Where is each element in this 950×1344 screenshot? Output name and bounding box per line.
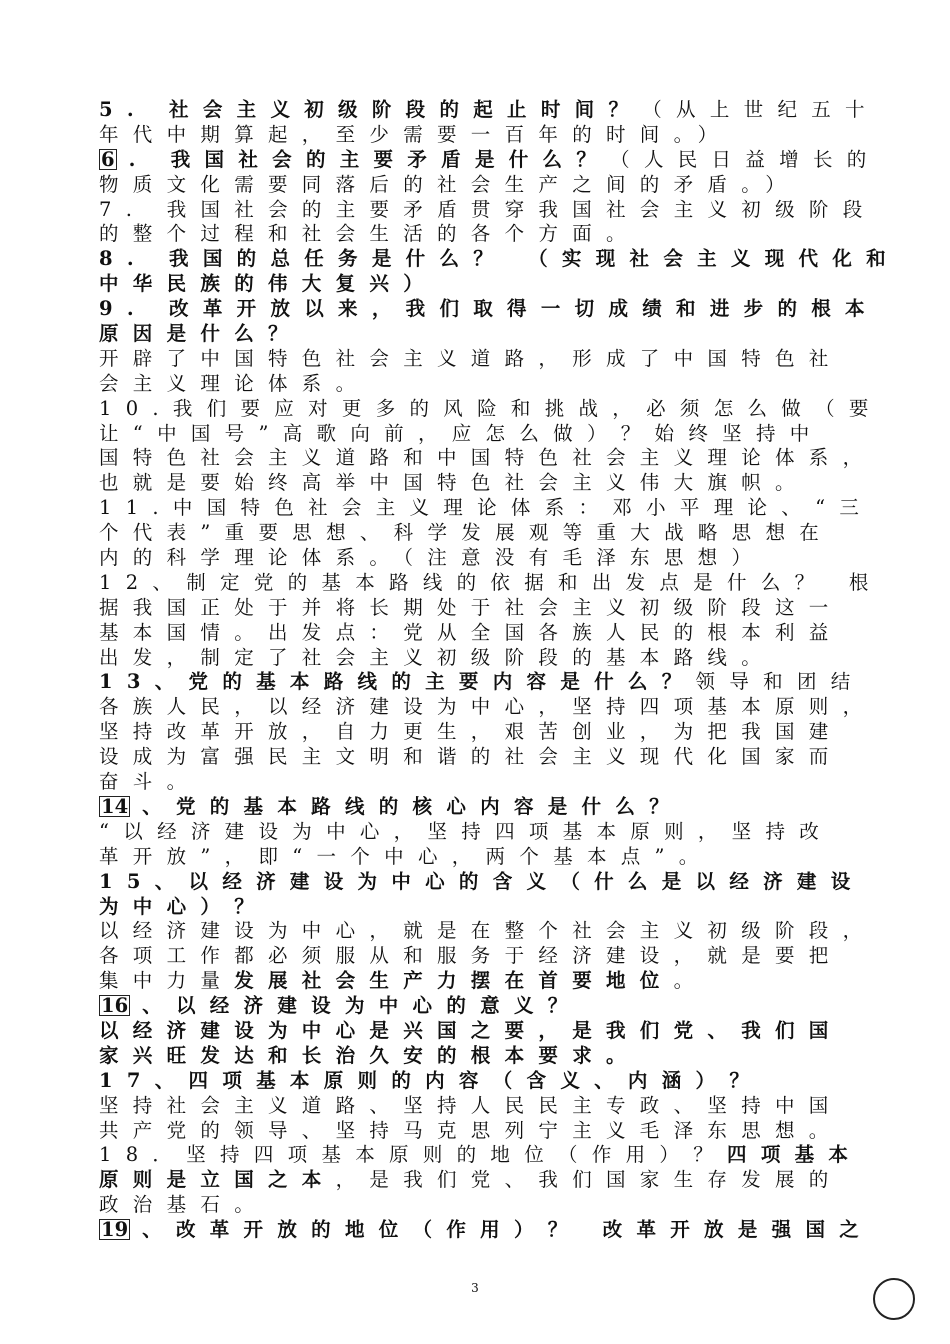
text-segment: ，是我们党、我们国家生存发展的 <box>335 1168 843 1192</box>
document-body <box>99 98 900 1243</box>
bold-text-segment: 原则是立国之本 <box>99 1168 336 1192</box>
text-line <box>99 98 879 123</box>
boxed-question-number: 16 <box>101 994 129 1018</box>
text-line <box>99 994 869 1019</box>
bold-text-segment: 8. 我国的总任务是什么？ （实现社会主义现代化和 <box>99 247 900 271</box>
text-segment: 内的科学理论体系。（注意没有毛泽东思想） <box>99 546 766 570</box>
text-line <box>99 646 869 671</box>
bold-text-segment: 5. 社会主义初级阶段的起止时间？ <box>99 98 643 121</box>
text-line <box>99 471 869 496</box>
text-line <box>99 870 869 895</box>
text-line <box>99 1044 869 1069</box>
text-segment: 让“中国号”高歌向前，应怎么做）？始终坚持中 <box>99 421 824 445</box>
text-line <box>99 297 879 322</box>
text-segment: 个代表”重要思想、科学发展观等重大战略思想在 <box>99 521 834 545</box>
text-segment: 18．坚持四项基本原则的地位（作用）？ <box>99 1143 728 1167</box>
text-segment: “以经济建设为中心，坚持四项基本原则，坚持改 <box>99 819 834 843</box>
text-line <box>99 770 869 795</box>
bold-text-segment: 17、四项基本原则的内容（含义、内涵）？ <box>99 1068 764 1092</box>
text-segment: 年代中期算起，至少需要一百年的时间。） <box>99 122 732 146</box>
text-segment: 。 <box>673 969 708 993</box>
text-line <box>99 322 869 347</box>
bold-text-segment: 发展社会生产力摆在首要地位 <box>234 969 674 993</box>
bold-text-segment: 9. 改革开放以来，我们取得一切成绩和进步的根本 <box>99 297 879 321</box>
bold-text-segment: 家兴旺发达和长治久安的根本要求。 <box>99 1043 640 1067</box>
text-line <box>99 247 900 272</box>
text-segment: 11.中国特色社会主义理论体系：邓小平理论、“三 <box>99 496 874 520</box>
text-segment: 7. 我国社会的主要矛盾贯穿我国社会主义初级阶段 <box>99 197 877 221</box>
text-segment: 奋斗。 <box>99 770 201 794</box>
text-line <box>99 570 883 596</box>
bold-text-segment: 原因是什么？ <box>99 322 302 346</box>
text-line <box>99 173 869 198</box>
text-line <box>99 1019 869 1044</box>
boxed-question-number: 19 <box>101 1218 129 1242</box>
text-segment: 开辟了中国特色社会主义道路，形成了中国特色社 <box>99 346 843 370</box>
bold-text-segment: 、改革开放的地位（作用）？ <box>142 1218 603 1242</box>
text-segment: 以经济建设为中心，就是在整个社会主义初级阶段， <box>99 919 877 943</box>
text-line <box>99 1218 874 1243</box>
text-segment: 集中力量 <box>99 969 235 993</box>
text-segment: 基本国情。出发点：党从全国各族人民的根本利益 <box>99 620 843 644</box>
text-segment: 共产党的领导、坚持马克思列宁主义毛泽东思想。 <box>99 1118 843 1142</box>
text-line <box>99 919 877 944</box>
corner-circle-mark <box>873 1278 915 1320</box>
text-segment: 的整个过程和社会生活的各个方面。 <box>99 222 640 246</box>
text-line <box>99 396 883 422</box>
text-line <box>99 745 869 770</box>
text-line <box>99 272 869 297</box>
text-line <box>99 944 869 969</box>
bold-text-segment: . 我国社会的主要矛盾是什么？ <box>128 147 611 171</box>
text-segment: 坚持社会主义道路、坚持人民民主专政、坚持中国 <box>99 1093 843 1117</box>
text-line <box>99 123 869 148</box>
text-segment: （人民日益增长的 <box>610 147 881 171</box>
text-line <box>99 1143 869 1168</box>
page-number: 3 <box>471 1281 479 1295</box>
boxed-question-number: 14 <box>101 794 129 818</box>
text-segment: 会主义理论体系。 <box>99 371 370 395</box>
text-line <box>99 670 869 695</box>
bold-text-segment: 为中心）？ <box>99 894 269 918</box>
text-segment: 据我国正处于并将长期处于社会主义初级阶段这一 <box>99 595 843 619</box>
text-line <box>99 895 869 920</box>
bold-text-segment: 改革开放是强国之 <box>602 1218 874 1242</box>
text-line <box>99 496 874 521</box>
text-segment: 坚持改革开放，自力更生，艰苦创业，为把我国建 <box>99 720 843 744</box>
text-line <box>99 147 881 173</box>
text-line <box>99 1094 869 1119</box>
text-segment: 也就是要始终高举中国特色社会主义伟大旗帜。 <box>99 471 809 495</box>
text-segment: 国特色社会主义道路和中国特色社会主义理论体系， <box>99 446 877 470</box>
text-line <box>99 1069 869 1094</box>
text-line <box>99 1119 869 1144</box>
bold-text-segment: 、以经济建设为中心的意义？ <box>142 994 582 1018</box>
text-line <box>99 222 869 247</box>
text-segment: 物质文化需要同落后的社会生产之间的矛盾。） <box>99 172 800 196</box>
text-segment: 政治基石。 <box>99 1193 269 1217</box>
text-line <box>99 596 869 621</box>
bold-text-segment: 四项基本 <box>727 1143 863 1167</box>
text-segment: （从上世纪五十 <box>642 98 879 121</box>
text-line <box>99 720 869 745</box>
text-segment: 各族人民，以经济建设为中心，坚持四项基本原则， <box>99 695 877 719</box>
text-line <box>99 695 877 720</box>
text-line <box>99 422 869 447</box>
text-line <box>99 1193 869 1218</box>
text-line <box>99 546 869 571</box>
text-line <box>99 1168 869 1193</box>
text-line <box>99 820 869 845</box>
boxed-question-number: 6 <box>101 147 115 171</box>
text-segment: 领导和团结 <box>695 670 865 694</box>
text-line <box>99 372 869 397</box>
text-line <box>99 845 869 870</box>
text-line <box>99 347 869 372</box>
text-segment: 12、制定党的基本路线的依据和出发点是什么？ 根 <box>99 570 883 594</box>
text-segment: 出发，制定了社会主义初级阶段的基本路线。 <box>99 645 776 669</box>
text-line <box>99 197 877 223</box>
text-line <box>99 621 869 646</box>
bold-text-segment: 、党的基本路线的核心内容是什么？ <box>142 794 683 818</box>
text-line <box>99 969 869 994</box>
text-line <box>99 446 877 471</box>
text-line <box>99 521 869 546</box>
bold-text-segment: 13、党的基本路线的主要内容是什么？ <box>99 670 696 694</box>
bold-text-segment: 中华民族的伟大复兴） <box>99 272 438 296</box>
text-segment: 设成为富强民主文明和谐的社会主义现代化国家而 <box>99 745 843 769</box>
text-line <box>99 795 869 820</box>
text-segment: 革开放”，即“一个中心，两个基本点”。 <box>99 844 713 868</box>
text-segment: 各项工作都必须服从和服务于经济建设，就是要把 <box>99 944 843 968</box>
text-segment: 10.我们要应对更多的风险和挑战，必须怎么做（要 <box>99 396 883 420</box>
bold-text-segment: 以经济建设为中心是兴国之要，是我们党、我们国 <box>99 1018 843 1042</box>
bold-text-segment: 15、以经济建设为中心的含义（什么是以经济建设 <box>99 869 865 893</box>
